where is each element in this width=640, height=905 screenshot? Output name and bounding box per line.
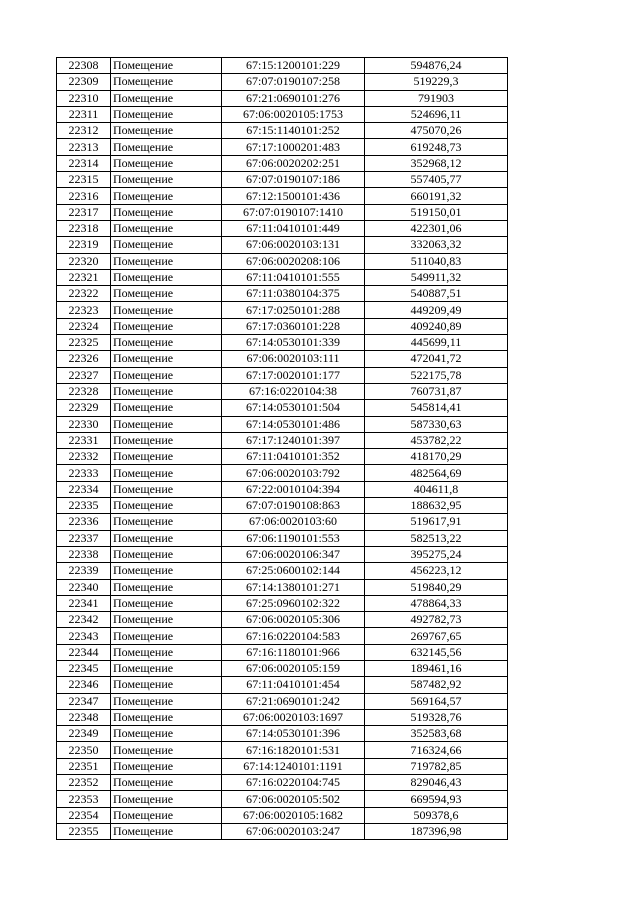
row-number-cell: 22343 <box>57 628 111 644</box>
cadastral-number-cell: 67:07:0190107:258 <box>222 74 365 90</box>
cadastral-value-cell: 492782,73 <box>365 612 508 628</box>
object-type-cell: Помещение <box>111 677 222 693</box>
cadastral-number-cell: 67:06:0020103:1697 <box>222 709 365 725</box>
cadastral-number-cell: 67:17:1240101:397 <box>222 432 365 448</box>
table-row <box>57 400 508 416</box>
table-row <box>57 791 508 807</box>
object-type-cell: Помещение <box>111 432 222 448</box>
table-row <box>57 530 508 546</box>
table-row <box>57 188 508 204</box>
table-row <box>57 709 508 725</box>
table-row <box>57 58 508 74</box>
cadastral-number-cell: 67:11:0380104:375 <box>222 286 365 302</box>
object-type-cell: Помещение <box>111 563 222 579</box>
object-type-cell: Помещение <box>111 775 222 791</box>
row-number-cell: 22329 <box>57 400 111 416</box>
cadastral-number-cell: 67:14:1380101:271 <box>222 579 365 595</box>
cadastral-value-cell: 519840,29 <box>365 579 508 595</box>
object-type-cell: Помещение <box>111 660 222 676</box>
object-type-cell: Помещение <box>111 351 222 367</box>
cadastral-number-cell: 67:06:0020105:306 <box>222 612 365 628</box>
row-number-cell: 22338 <box>57 546 111 562</box>
row-number-cell: 22326 <box>57 351 111 367</box>
cadastral-number-cell: 67:17:0250101:288 <box>222 302 365 318</box>
row-number-cell: 22348 <box>57 709 111 725</box>
table-row <box>57 677 508 693</box>
cadastral-number-cell: 67:11:0410101:555 <box>222 269 365 285</box>
row-number-cell: 22332 <box>57 449 111 465</box>
row-number-cell: 22350 <box>57 742 111 758</box>
cadastral-number-cell: 67:06:0020103:111 <box>222 351 365 367</box>
object-type-cell: Помещение <box>111 612 222 628</box>
object-type-cell: Помещение <box>111 172 222 188</box>
table-row <box>57 726 508 742</box>
cadastral-number-cell: 67:12:1500101:436 <box>222 188 365 204</box>
cadastral-value-cell: 269767,65 <box>365 628 508 644</box>
cadastral-value-cell: 524696,11 <box>365 106 508 122</box>
row-number-cell: 22340 <box>57 579 111 595</box>
cadastral-number-cell: 67:14:0530101:486 <box>222 416 365 432</box>
object-type-cell: Помещение <box>111 383 222 399</box>
cadastral-number-cell: 67:25:0600102:144 <box>222 563 365 579</box>
cadastral-number-cell: 67:11:0410101:352 <box>222 449 365 465</box>
table-row <box>57 579 508 595</box>
table-row <box>57 432 508 448</box>
object-type-cell: Помещение <box>111 644 222 660</box>
object-type-cell: Помещение <box>111 90 222 106</box>
table-row <box>57 172 508 188</box>
table-row <box>57 318 508 334</box>
object-type-cell: Помещение <box>111 498 222 514</box>
row-number-cell: 22344 <box>57 644 111 660</box>
table-row <box>57 449 508 465</box>
object-type-cell: Помещение <box>111 481 222 497</box>
row-number-cell: 22336 <box>57 514 111 530</box>
table-row <box>57 758 508 774</box>
object-type-cell: Помещение <box>111 416 222 432</box>
row-number-cell: 22319 <box>57 237 111 253</box>
object-type-cell: Помещение <box>111 74 222 90</box>
row-number-cell: 22341 <box>57 595 111 611</box>
table-row <box>57 367 508 383</box>
cadastral-value-cell: 549911,32 <box>365 269 508 285</box>
cadastral-value-cell: 719782,85 <box>365 758 508 774</box>
cadastral-number-cell: 67:17:1000201:483 <box>222 139 365 155</box>
cadastral-number-cell: 67:06:0020106:347 <box>222 546 365 562</box>
cadastral-value-cell: 472041,72 <box>365 351 508 367</box>
cadastral-value-cell: 352968,12 <box>365 155 508 171</box>
object-type-cell: Помещение <box>111 400 222 416</box>
cadastral-value-cell: 475070,26 <box>365 123 508 139</box>
object-type-cell: Помещение <box>111 58 222 74</box>
row-number-cell: 22313 <box>57 139 111 155</box>
table-row <box>57 123 508 139</box>
cadastral-value-cell: 509378,6 <box>365 807 508 823</box>
table-row <box>57 335 508 351</box>
cadastral-number-cell: 67:06:0020105:159 <box>222 660 365 676</box>
cadastral-value-cell: 189461,16 <box>365 660 508 676</box>
table-row <box>57 481 508 497</box>
cadastral-value-cell: 478864,33 <box>365 595 508 611</box>
object-type-cell: Помещение <box>111 742 222 758</box>
cadastral-value-cell: 632145,56 <box>365 644 508 660</box>
table-row <box>57 807 508 823</box>
cadastral-value-cell: 619248,73 <box>365 139 508 155</box>
object-type-cell: Помещение <box>111 465 222 481</box>
table-row <box>57 416 508 432</box>
cadastral-number-cell: 67:06:0020105:1682 <box>222 807 365 823</box>
cadastral-number-cell: 67:06:0020103:60 <box>222 514 365 530</box>
table-row <box>57 563 508 579</box>
table-row <box>57 74 508 90</box>
table-row <box>57 775 508 791</box>
cadastral-number-cell: 67:21:0690101:276 <box>222 90 365 106</box>
cadastral-value-cell: 829046,43 <box>365 775 508 791</box>
cadastral-value-cell: 791903 <box>365 90 508 106</box>
row-number-cell: 22347 <box>57 693 111 709</box>
cadastral-value-cell: 352583,68 <box>365 726 508 742</box>
object-type-cell: Помещение <box>111 367 222 383</box>
cadastral-number-cell: 67:14:0530101:339 <box>222 335 365 351</box>
row-number-cell: 22311 <box>57 106 111 122</box>
object-type-cell: Помещение <box>111 823 222 839</box>
cadastral-number-cell: 67:06:0020103:792 <box>222 465 365 481</box>
table-row <box>57 498 508 514</box>
table-row <box>57 383 508 399</box>
cadastral-value-cell: 669594,93 <box>365 791 508 807</box>
cadastral-value-cell: 511040,83 <box>365 253 508 269</box>
table-row <box>57 90 508 106</box>
row-number-cell: 22327 <box>57 367 111 383</box>
document-page <box>56 57 507 840</box>
object-type-cell: Помещение <box>111 595 222 611</box>
row-number-cell: 22349 <box>57 726 111 742</box>
object-type-cell: Помещение <box>111 726 222 742</box>
table-row <box>57 139 508 155</box>
cadastral-number-cell: 67:25:0960102:322 <box>222 595 365 611</box>
row-number-cell: 22354 <box>57 807 111 823</box>
cadastral-value-cell: 449209,49 <box>365 302 508 318</box>
object-type-cell: Помещение <box>111 807 222 823</box>
row-number-cell: 22317 <box>57 204 111 220</box>
table-row <box>57 269 508 285</box>
cadastral-value-cell: 522175,78 <box>365 367 508 383</box>
cadastral-number-cell: 67:06:0020105:1753 <box>222 106 365 122</box>
cadastral-value-cell: 587482,92 <box>365 677 508 693</box>
table-row <box>57 237 508 253</box>
object-type-cell: Помещение <box>111 791 222 807</box>
row-number-cell: 22334 <box>57 481 111 497</box>
cadastral-number-cell: 67:06:1190101:553 <box>222 530 365 546</box>
row-number-cell: 22337 <box>57 530 111 546</box>
table-row <box>57 253 508 269</box>
row-number-cell: 22322 <box>57 286 111 302</box>
cadastral-number-cell: 67:17:0360101:228 <box>222 318 365 334</box>
cadastral-value-cell: 557405,77 <box>365 172 508 188</box>
property-table <box>56 57 508 840</box>
cadastral-value-cell: 404611,8 <box>365 481 508 497</box>
table-row <box>57 220 508 236</box>
object-type-cell: Помещение <box>111 155 222 171</box>
row-number-cell: 22323 <box>57 302 111 318</box>
cadastral-value-cell: 519328,76 <box>365 709 508 725</box>
table-row <box>57 693 508 709</box>
row-number-cell: 22308 <box>57 58 111 74</box>
row-number-cell: 22320 <box>57 253 111 269</box>
cadastral-number-cell: 67:06:0020105:502 <box>222 791 365 807</box>
object-type-cell: Помещение <box>111 628 222 644</box>
row-number-cell: 22335 <box>57 498 111 514</box>
table-row <box>57 628 508 644</box>
cadastral-value-cell: 540887,51 <box>365 286 508 302</box>
object-type-cell: Помещение <box>111 204 222 220</box>
object-type-cell: Помещение <box>111 237 222 253</box>
row-number-cell: 22324 <box>57 318 111 334</box>
row-number-cell: 22325 <box>57 335 111 351</box>
table-row <box>57 351 508 367</box>
row-number-cell: 22309 <box>57 74 111 90</box>
object-type-cell: Помещение <box>111 709 222 725</box>
object-type-cell: Помещение <box>111 286 222 302</box>
cadastral-value-cell: 418170,29 <box>365 449 508 465</box>
cadastral-number-cell: 67:14:1240101:1191 <box>222 758 365 774</box>
table-row <box>57 155 508 171</box>
cadastral-value-cell: 409240,89 <box>365 318 508 334</box>
row-number-cell: 22339 <box>57 563 111 579</box>
row-number-cell: 22310 <box>57 90 111 106</box>
object-type-cell: Помещение <box>111 123 222 139</box>
cadastral-number-cell: 67:11:0410101:454 <box>222 677 365 693</box>
object-type-cell: Помещение <box>111 302 222 318</box>
cadastral-value-cell: 187396,98 <box>365 823 508 839</box>
object-type-cell: Помещение <box>111 546 222 562</box>
table-row <box>57 204 508 220</box>
row-number-cell: 22315 <box>57 172 111 188</box>
row-number-cell: 22346 <box>57 677 111 693</box>
cadastral-number-cell: 67:16:1180101:966 <box>222 644 365 660</box>
object-type-cell: Помещение <box>111 139 222 155</box>
table-body <box>57 58 508 840</box>
cadastral-value-cell: 716324,66 <box>365 742 508 758</box>
cadastral-value-cell: 456223,12 <box>365 563 508 579</box>
table-row <box>57 660 508 676</box>
cadastral-number-cell: 67:07:0190108:863 <box>222 498 365 514</box>
object-type-cell: Помещение <box>111 253 222 269</box>
cadastral-number-cell: 67:15:1200101:229 <box>222 58 365 74</box>
row-number-cell: 22330 <box>57 416 111 432</box>
cadastral-number-cell: 67:16:1820101:531 <box>222 742 365 758</box>
row-number-cell: 22342 <box>57 612 111 628</box>
table-row <box>57 742 508 758</box>
row-number-cell: 22345 <box>57 660 111 676</box>
object-type-cell: Помещение <box>111 758 222 774</box>
cadastral-value-cell: 445699,11 <box>365 335 508 351</box>
row-number-cell: 22312 <box>57 123 111 139</box>
object-type-cell: Помещение <box>111 579 222 595</box>
object-type-cell: Помещение <box>111 693 222 709</box>
cadastral-value-cell: 582513,22 <box>365 530 508 546</box>
object-type-cell: Помещение <box>111 335 222 351</box>
table-row <box>57 644 508 660</box>
object-type-cell: Помещение <box>111 530 222 546</box>
table-row <box>57 286 508 302</box>
cadastral-value-cell: 760731,87 <box>365 383 508 399</box>
cadastral-number-cell: 67:06:0020202:251 <box>222 155 365 171</box>
cadastral-value-cell: 395275,24 <box>365 546 508 562</box>
table-row <box>57 595 508 611</box>
row-number-cell: 22351 <box>57 758 111 774</box>
object-type-cell: Помещение <box>111 188 222 204</box>
object-type-cell: Помещение <box>111 220 222 236</box>
cadastral-number-cell: 67:11:0410101:449 <box>222 220 365 236</box>
cadastral-number-cell: 67:16:0220104:745 <box>222 775 365 791</box>
cadastral-number-cell: 67:21:0690101:242 <box>222 693 365 709</box>
cadastral-number-cell: 67:07:0190107:186 <box>222 172 365 188</box>
table-row <box>57 823 508 839</box>
row-number-cell: 22316 <box>57 188 111 204</box>
cadastral-number-cell: 67:14:0530101:504 <box>222 400 365 416</box>
row-number-cell: 22321 <box>57 269 111 285</box>
cadastral-number-cell: 67:06:0020208:106 <box>222 253 365 269</box>
cadastral-value-cell: 594876,24 <box>365 58 508 74</box>
table-row <box>57 612 508 628</box>
cadastral-value-cell: 519229,3 <box>365 74 508 90</box>
cadastral-number-cell: 67:15:1140101:252 <box>222 123 365 139</box>
cadastral-number-cell: 67:14:0530101:396 <box>222 726 365 742</box>
table-row <box>57 465 508 481</box>
cadastral-value-cell: 660191,32 <box>365 188 508 204</box>
row-number-cell: 22355 <box>57 823 111 839</box>
cadastral-number-cell: 67:22:0010104:394 <box>222 481 365 497</box>
object-type-cell: Помещение <box>111 106 222 122</box>
object-type-cell: Помещение <box>111 449 222 465</box>
cadastral-number-cell: 67:06:0020103:247 <box>222 823 365 839</box>
cadastral-value-cell: 519617,91 <box>365 514 508 530</box>
table-row <box>57 302 508 318</box>
cadastral-value-cell: 453782,22 <box>365 432 508 448</box>
cadastral-value-cell: 587330,63 <box>365 416 508 432</box>
cadastral-value-cell: 422301,06 <box>365 220 508 236</box>
object-type-cell: Помещение <box>111 514 222 530</box>
row-number-cell: 22333 <box>57 465 111 481</box>
table-row <box>57 546 508 562</box>
table-row <box>57 514 508 530</box>
cadastral-value-cell: 519150,01 <box>365 204 508 220</box>
cadastral-number-cell: 67:06:0020103:131 <box>222 237 365 253</box>
row-number-cell: 22318 <box>57 220 111 236</box>
cadastral-value-cell: 569164,57 <box>365 693 508 709</box>
cadastral-value-cell: 188632,95 <box>365 498 508 514</box>
cadastral-value-cell: 482564,69 <box>365 465 508 481</box>
row-number-cell: 22352 <box>57 775 111 791</box>
row-number-cell: 22331 <box>57 432 111 448</box>
cadastral-number-cell: 67:16:0220104:38 <box>222 383 365 399</box>
row-number-cell: 22314 <box>57 155 111 171</box>
object-type-cell: Помещение <box>111 269 222 285</box>
row-number-cell: 22328 <box>57 383 111 399</box>
cadastral-value-cell: 545814,41 <box>365 400 508 416</box>
row-number-cell: 22353 <box>57 791 111 807</box>
cadastral-value-cell: 332063,32 <box>365 237 508 253</box>
table-row <box>57 106 508 122</box>
object-type-cell: Помещение <box>111 318 222 334</box>
cadastral-number-cell: 67:16:0220104:583 <box>222 628 365 644</box>
cadastral-number-cell: 67:07:0190107:1410 <box>222 204 365 220</box>
cadastral-number-cell: 67:17:0020101:177 <box>222 367 365 383</box>
